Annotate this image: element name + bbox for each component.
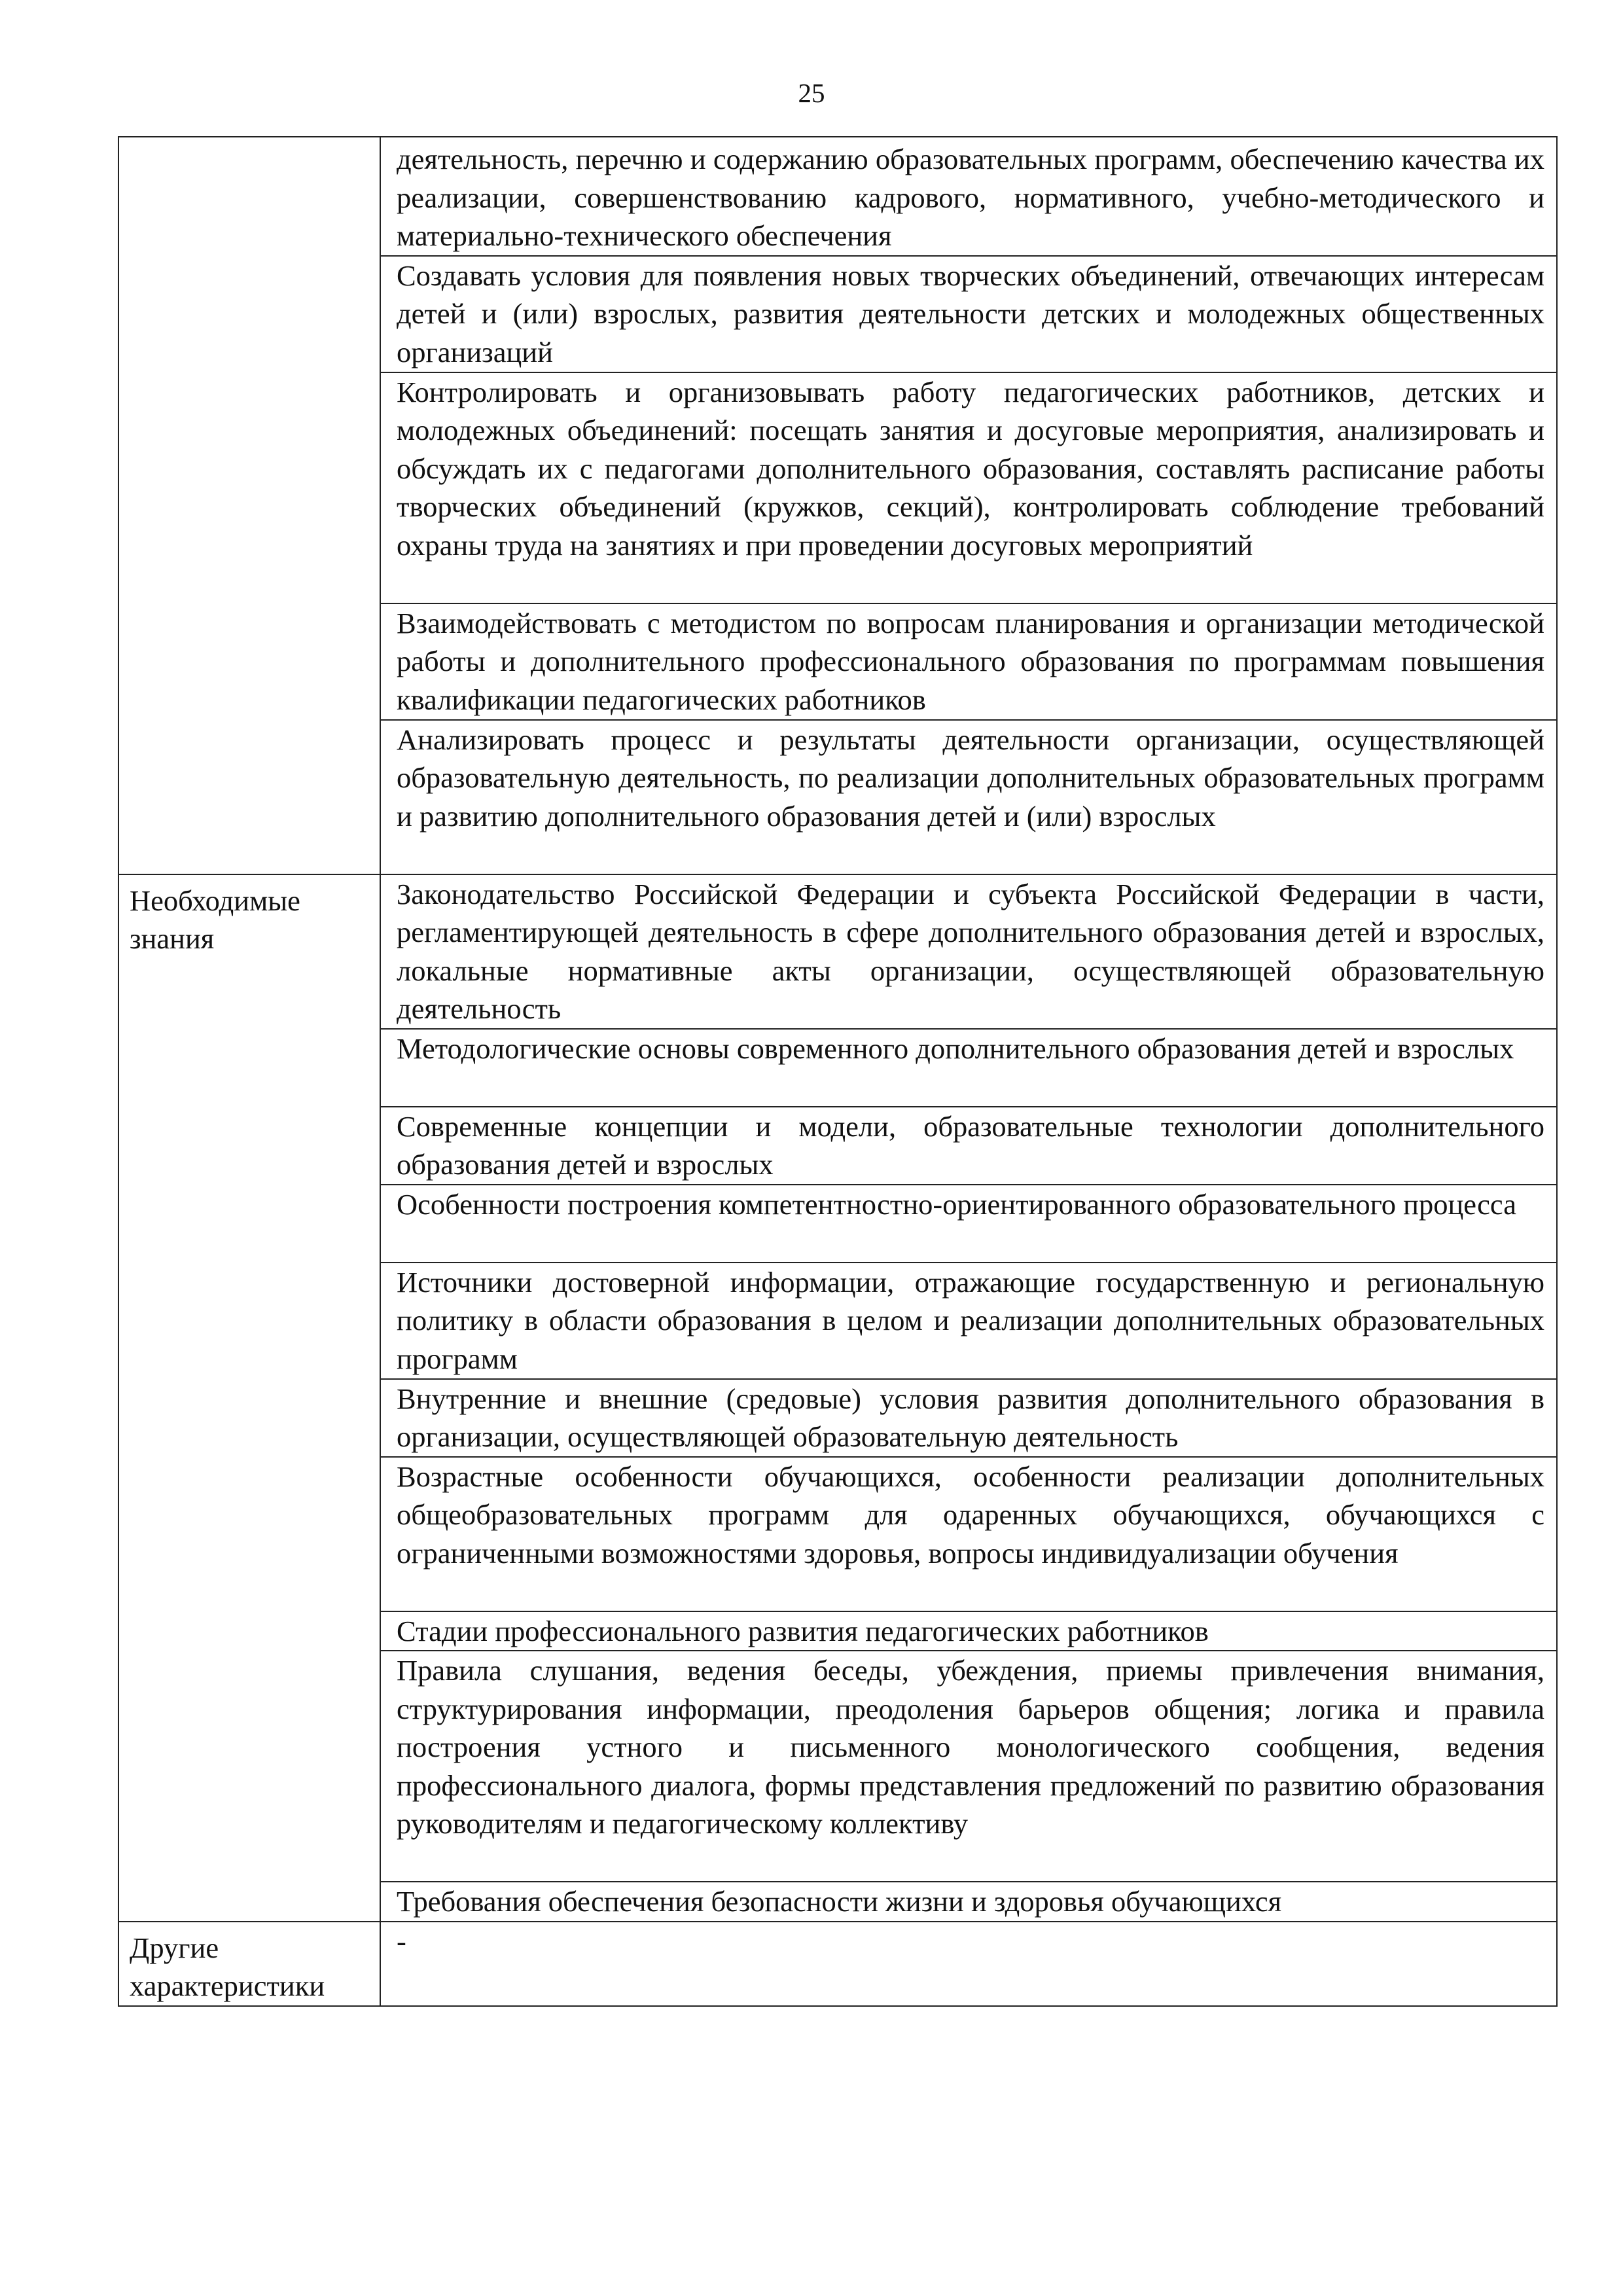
knowledge-item: Внутренние и внешние (средовые) условия развития дополнительного образования в организации, осуществляющей образовательную деятельность: [380, 1379, 1557, 1457]
knowledge-item: Методологические основы современного дополнительного образования детей и взрослых: [380, 1029, 1557, 1107]
skill-item: Создавать условия для появления новых творческих объединений, отвечающих интересам детей и (или) взрослых, развития деятельности детских и молодежных общественных организаций: [380, 256, 1557, 372]
knowledge-item: Источники достоверной информации, отражающие государственную и региональную политику в области образования в целом и реализации дополнительных образовательных программ: [380, 1263, 1557, 1379]
skill-item: Взаимодействовать с методистом по вопросам планирования и организации методической работы и дополнительного профессионального образования по программам повышения квалификации педагогических работников: [380, 603, 1557, 720]
other-value: -: [380, 1922, 1557, 2006]
label-cell-empty: [118, 137, 380, 874]
skill-item: Контролировать и организовывать работу педагогических работников, детских и молодежных объединений: посещать занятия и досуговые мероприятия, анализировать и обсуждать их с педагогами дополнительного образования, составлять расписание работы творческих объединений (кружков, секций), контролировать соблюдение требований охраны труда на занятиях и при проведении досуговых мероприятий: [380, 372, 1557, 603]
qualification-table: [118, 136, 1558, 2007]
knowledge-item: Возрастные особенности обучающихся, особенности реализации дополнительных общеобразовательных программ для одаренных обучающихся, обучающихся с ограниченными возможностями здоровья, вопросы индивидуализации обучения: [380, 1457, 1557, 1611]
knowledge-label: Необходимые знания: [118, 874, 380, 1922]
knowledge-item: Стадии профессионального развития педагогических работников: [380, 1611, 1557, 1651]
knowledge-item: Современные концепции и модели, образовательные технологии дополнительного образования детей и взрослых: [380, 1107, 1557, 1185]
table-row: [118, 874, 1557, 1029]
skill-item: Анализировать процесс и результаты деятельности организации, осуществляющей образовательную деятельность, по реализации дополнительных образовательных программ и развитию дополнительного образования детей и (или) взрослых: [380, 720, 1557, 874]
skill-item: деятельность, перечню и содержанию образовательных программ, обеспечению качества их реализации, совершенствованию кадрового, нормативного, учебно-методического и материально-технического обеспечения: [380, 137, 1557, 256]
knowledge-item: Особенности построения компетентностно-ориентированного образовательного процесса: [380, 1185, 1557, 1263]
table-row: [118, 1922, 1557, 2006]
other-label: Другие характеристики: [118, 1922, 380, 2006]
knowledge-item: Правила слушания, ведения беседы, убеждения, приемы привлечения внимания, структурирования информации, преодоления барьеров общения; логика и правила построения устного и письменного монологического сообщения, ведения профессионального диалога, формы представления предложений по развитию образования руководителям и педагогическому коллективу: [380, 1651, 1557, 1882]
table-row: [118, 137, 1557, 256]
page-number: 25: [798, 78, 825, 108]
knowledge-item: Требования обеспечения безопасности жизни и здоровья обучающихся: [380, 1882, 1557, 1922]
knowledge-item: Законодательство Российской Федерации и субъекта Российской Федерации в части, регламентирующей деятельность в сфере дополнительного образования детей и взрослых, локальные нормативные акты организации, осуществляющей образовательную деятельность: [380, 874, 1557, 1029]
